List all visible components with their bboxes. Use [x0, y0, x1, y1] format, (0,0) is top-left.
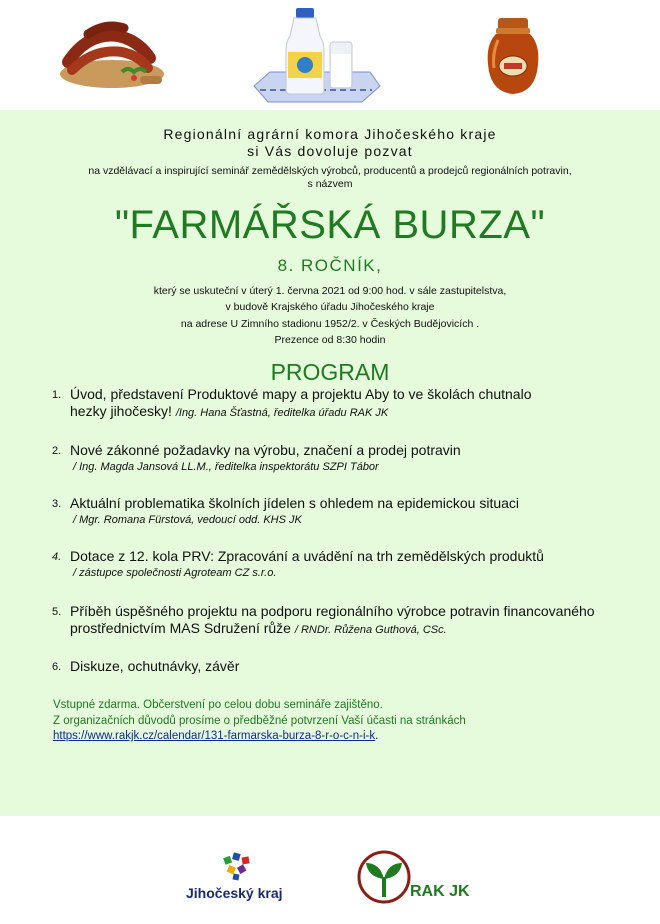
jihocesky-kraj-logo [186, 851, 298, 909]
subtitle-line2: s názvem [307, 178, 353, 190]
rak-jk-emblem-icon [356, 849, 412, 905]
milk-bottle-photo-icon [250, 6, 382, 106]
logo-strip [0, 816, 660, 924]
details-line3: na adrese U Zimního stadionu 1952/2. v Českých Budějovicích . [180, 317, 480, 330]
link-suffix: . [375, 730, 379, 742]
jihocesky-kraj-emblem-icon [220, 851, 254, 881]
program-item-2 [52, 442, 648, 476]
item-speaker: /Ing. Hana Šťastná, ředitelka úřadu RAK JK [175, 407, 389, 419]
honey-jar-photo-icon [484, 14, 542, 98]
item-title: Nové zákonné požadavky na výrobu, značení a prodej potravin [70, 442, 461, 458]
item-title: Úvod, představení Produktové mapy a projektu Aby to ve školách chutnalo [70, 386, 532, 402]
organizer-line1: Regionální agrární komora Jihočeského kraje [163, 126, 497, 142]
details-line2: v budově Krajského úřadu Jihočeského kraje [225, 301, 435, 314]
event-edition: 8. ROČNÍK, [277, 256, 383, 275]
program-heading: PROGRAM [270, 359, 390, 385]
footer-line1: Vstupné zdarma. Občerstvení po celou dobu semináře zajištěno. [53, 699, 383, 711]
item-number: 1. [52, 389, 62, 401]
item-title: Diskuze, ochutnávky, závěr [70, 658, 240, 674]
sausages-photo-icon [58, 14, 166, 96]
subtitle-line1: na vzdělávací a inspirující seminář zemědělských výrobců, producentů a prodejců regionálních potravin, [88, 165, 572, 177]
item-title: Dotace z 12. kola PRV: Zpracování a uvádění na trh zemědělských produktů [70, 548, 544, 564]
details-line1: který se uskuteční v úterý 1. června 2021 od 9:00 hod. v sále zastupitelstva, [153, 285, 507, 297]
registration-link[interactable]: https://www.rakjk.cz/calendar/131-farmarska-burza-8-r-o-c-n-i-k [53, 730, 376, 742]
program-item-6 [52, 658, 648, 675]
item-number: 5. [52, 606, 62, 618]
program-item-3 [52, 495, 648, 529]
rak-jk-logo-text: RAK JK [410, 883, 470, 900]
program-item-4 [52, 548, 648, 582]
footer-note [53, 698, 466, 745]
item-speaker: / zástupce společnosti Agroteam CZ s.r.o. [73, 567, 277, 579]
item-speaker: / RNDr. Růžena Guthová, CSc. [294, 624, 447, 636]
item-title-cont: hezky jihočesky! [70, 403, 172, 419]
item-title: Příběh úspěšného projektu na podporu regionálního výrobce potravin financovaného [70, 603, 595, 619]
item-number: 3. [52, 498, 62, 510]
item-speaker: / Ing. Magda Jansová LL.M., ředitelka inspektorátu SZPI Tábor [73, 461, 379, 473]
item-number: 4. [52, 551, 62, 563]
organizer-line2: si Vás dovoluje pozvat [247, 143, 413, 159]
rak-jk-logo [356, 845, 486, 907]
program-item-5 [52, 603, 648, 639]
event-details [0, 283, 660, 348]
seminar-subtitle [0, 165, 660, 191]
program-item-1 [52, 386, 648, 422]
item-speaker: / Mgr. Romana Fürstová, vedoucí odd. KHS JK [73, 514, 302, 526]
footer-line2: Z organizačních důvodů prosíme o předběžné potvrzení Vaší účasti na stránkách [53, 714, 466, 727]
item-title-cont: prostřednictvím MAS Sdružení růže [70, 620, 291, 636]
details-line4: Prezence od 8:30 hodin [274, 333, 386, 346]
jihocesky-kraj-logo-text: Jihočeský kraj [186, 885, 283, 901]
item-number: 2. [52, 445, 62, 457]
event-title: "FARMÁŘSKÁ BURZA" [114, 203, 546, 247]
item-number: 6. [52, 661, 62, 673]
organizer-heading [0, 126, 660, 160]
item-title: Aktuální problematika školních jídelen s ohledem na epidemickou situaci [70, 495, 520, 511]
